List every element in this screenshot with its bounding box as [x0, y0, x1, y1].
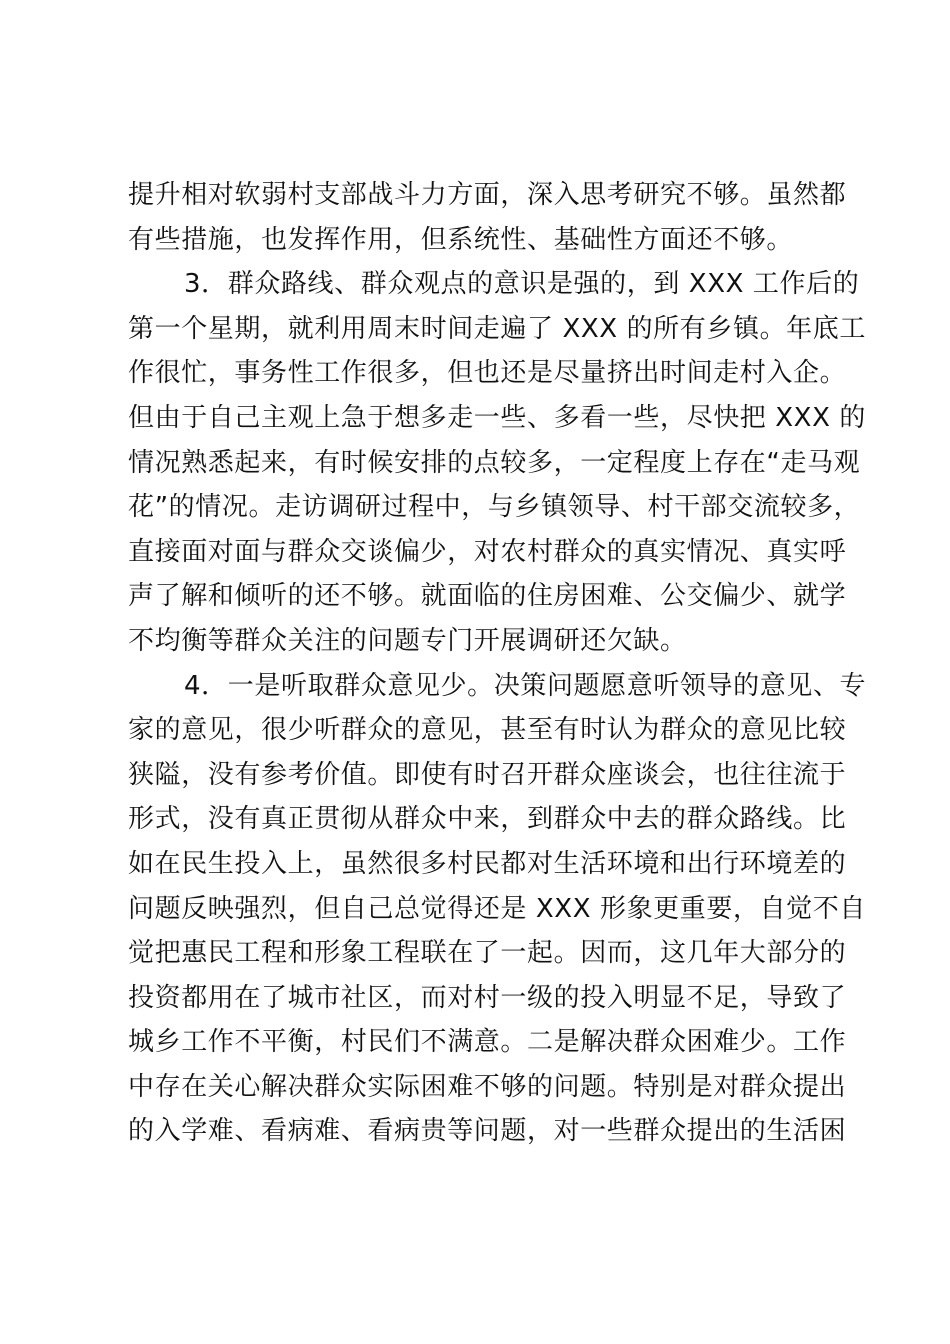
- text-line: 投资都用在了城市社区，而对村一级的投入明显不足，导致了: [128, 982, 847, 1013]
- text-line: 花”的情况。走访调研过程中，与乡镇领导、村干部交流较多，: [128, 492, 861, 523]
- text-line: 声了解和倾听的还不够。就面临的住房困难、公交偏少、就学: [128, 581, 847, 612]
- text-line: 问题反映强烈，但自己总觉得还是 XXX 形象更重要，自觉不自: [128, 893, 866, 924]
- text-line: 不均衡等群众关注的问题专门开展调研还欠缺。: [128, 625, 687, 656]
- text-line: 第一个星期，就利用周末时间走遍了 XXX 的所有乡镇。年底工: [128, 313, 866, 344]
- text-line: 4．一是听取群众意见少。决策问题愿意听领导的意见、专: [184, 670, 867, 701]
- text-line: 城乡工作不平衡，村民们不满意。二是解决群众困难少。工作: [128, 1027, 847, 1058]
- text-line: 直接面对面与群众交谈偏少，对农村群众的真实情况、真实呼: [128, 536, 847, 567]
- text-line: 如在民生投入上，虽然很多村民都对生活环境和出行环境差的: [128, 848, 847, 879]
- text-line: 作很忙，事务性工作很多，但也还是尽量挤出时间走村入企。: [128, 358, 847, 389]
- text-line: 有些措施，也发挥作用，但系统性、基础性方面还不够。: [128, 224, 794, 255]
- body-text: [128, 173, 867, 1154]
- text-line: 情况熟悉起来，有时候安排的点较多，一定程度上存在“走马观: [128, 447, 861, 478]
- text-line: 提升相对软弱村支部战斗力方面，深入思考研究不够。虽然都: [128, 180, 847, 210]
- text-line: 中存在关心解决群众实际困难不够的问题。特别是对群众提出: [128, 1071, 847, 1102]
- text-line: 但由于自己主观上急于想多走一些、多看一些，尽快把 XXX 的: [128, 402, 866, 433]
- text-line: 家的意见，很少听群众的意见，甚至有时认为群众的意见比较: [128, 715, 847, 746]
- text-line: 3．群众路线、群众观点的意识是强的，到 XXX 工作后的: [184, 269, 860, 300]
- text-line: 狭隘，没有参考价值。即使有时召开群众座谈会，也往往流于: [128, 759, 847, 790]
- text-line: 觉把惠民工程和形象工程联在了一起。因而，这几年大部分的: [128, 938, 847, 969]
- text-line: 的入学难、看病难、看病贵等问题，对一些群众提出的生活困: [128, 1116, 847, 1147]
- text-line: 形式，没有真正贯彻从群众中来，到群众中去的群众路线。比: [128, 804, 847, 835]
